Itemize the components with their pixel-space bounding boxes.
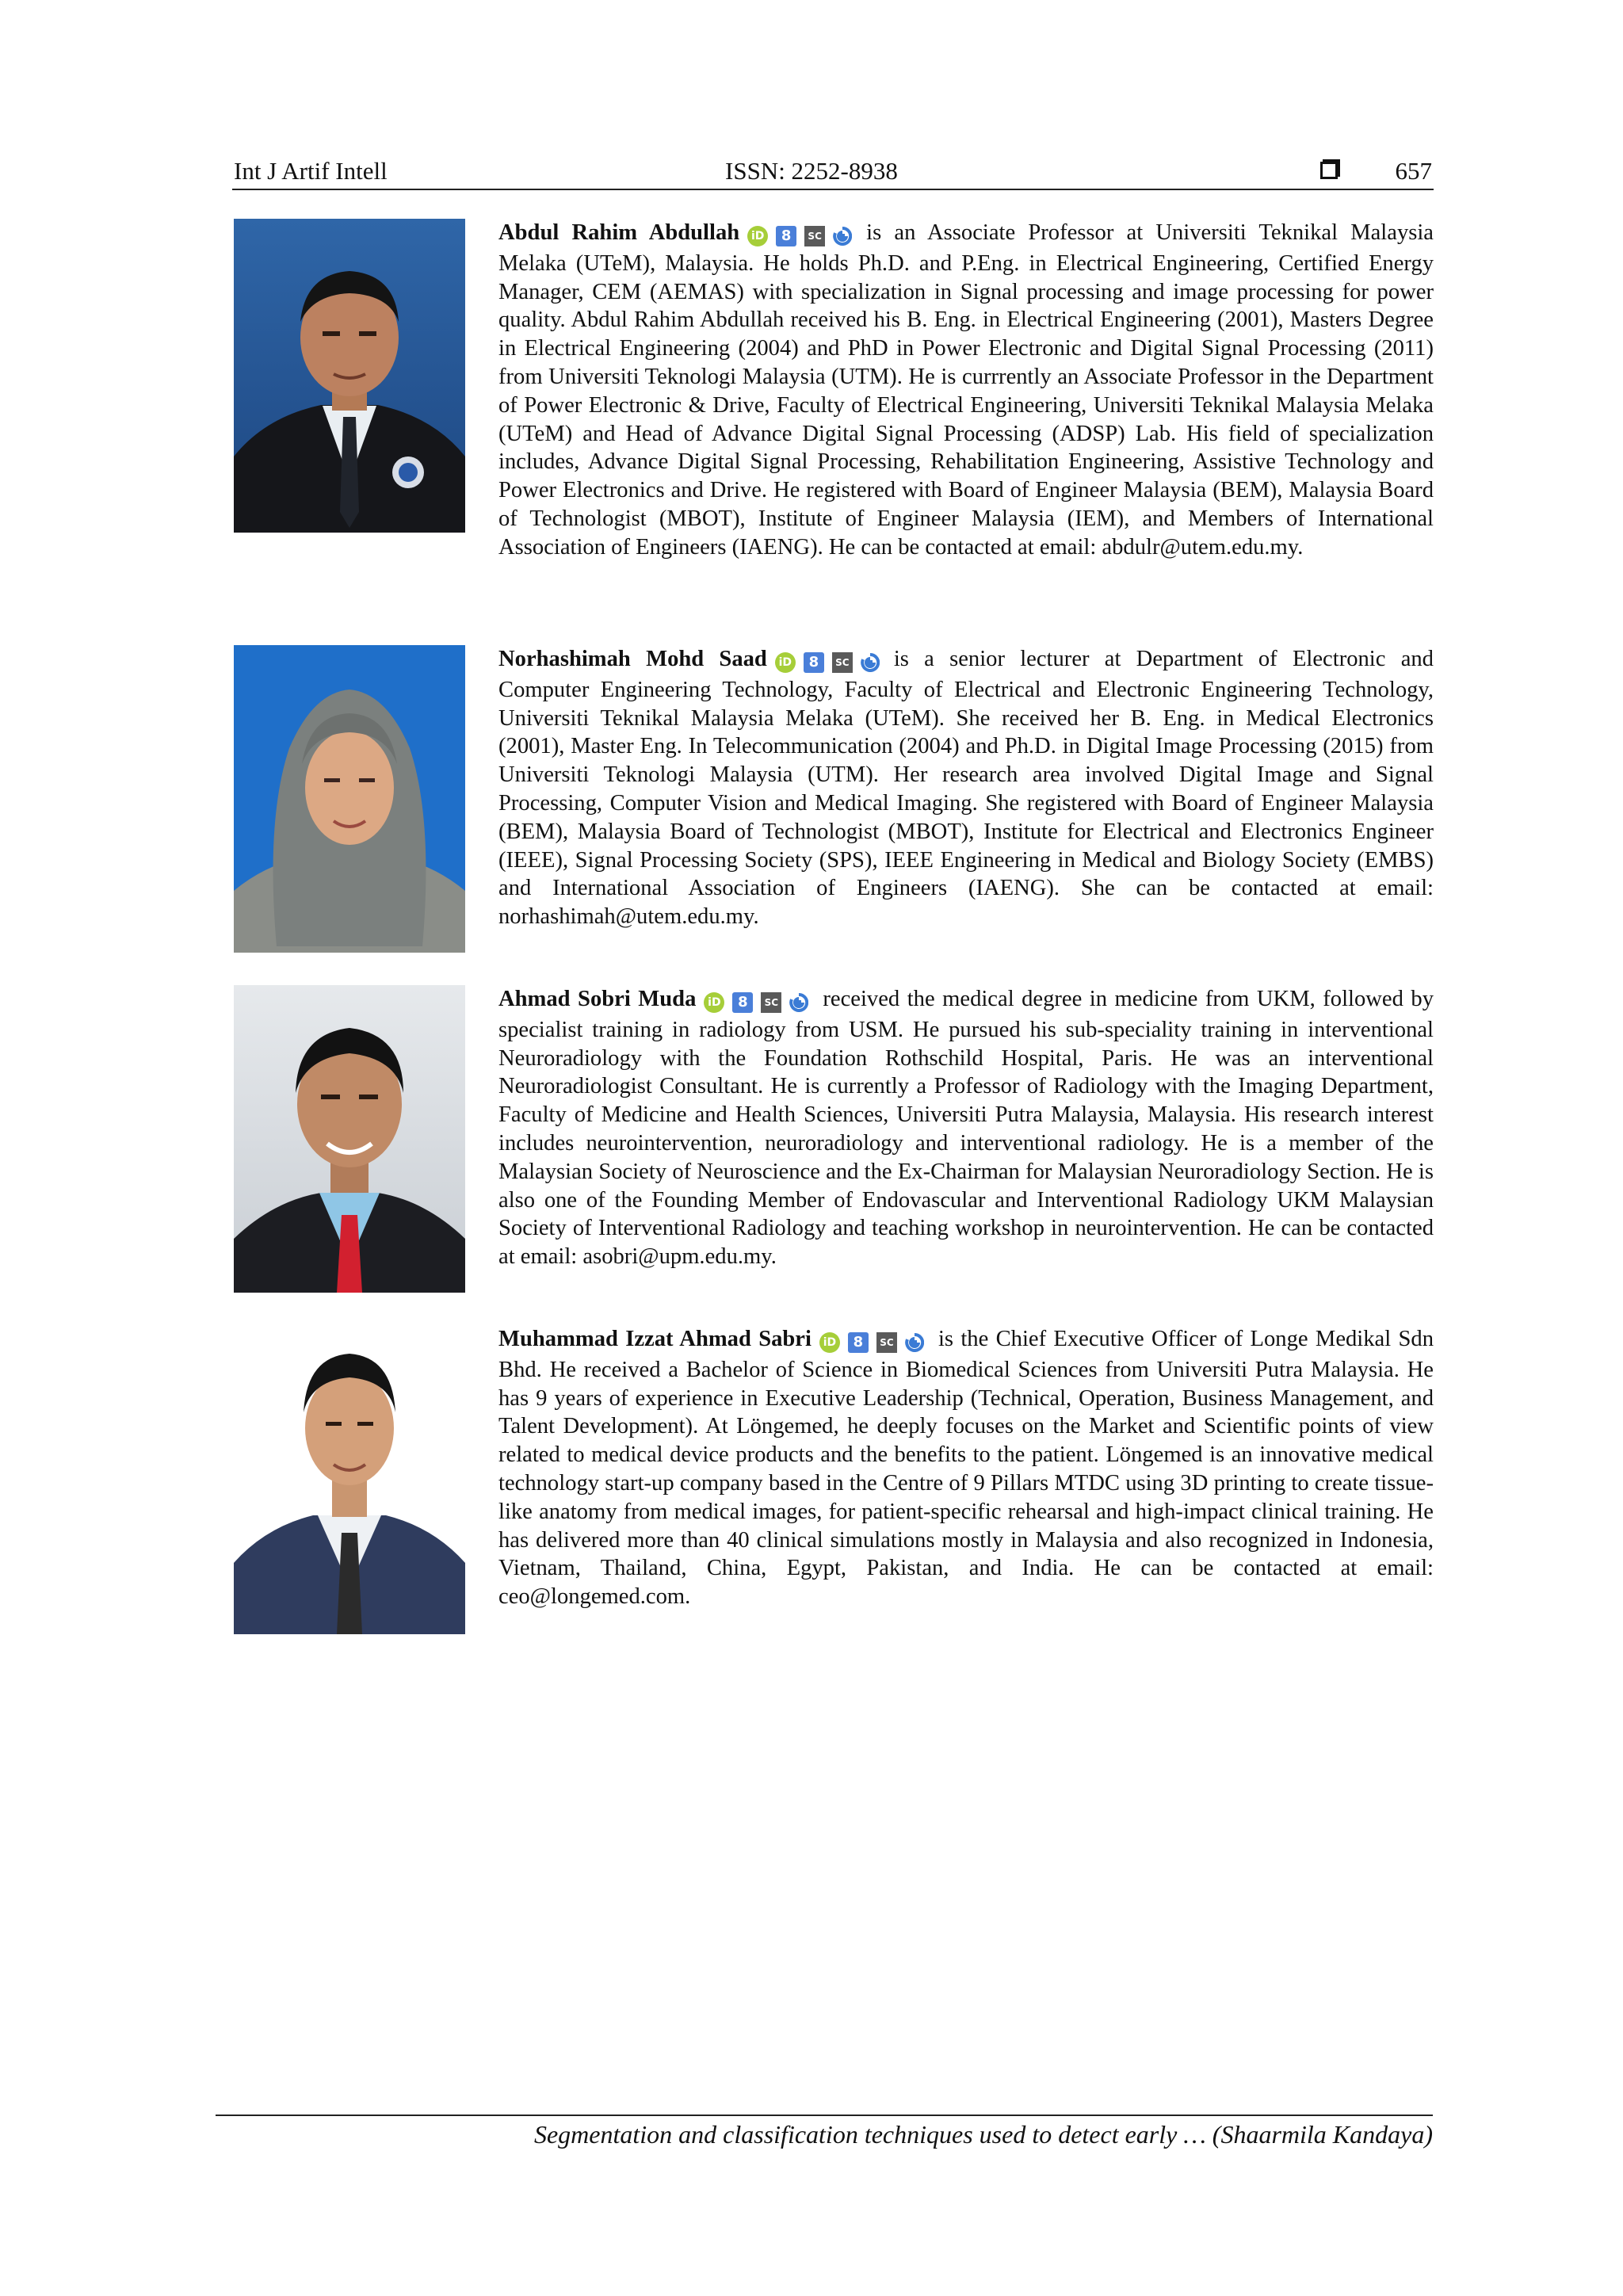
author-name: Muhammad Izzat Ahmad Sabri (498, 1327, 812, 1351)
author-bio (498, 645, 1434, 931)
publons-icon[interactable] (833, 227, 852, 246)
author-icons (704, 988, 816, 1016)
issn: ISSN: 2252-8938 (725, 157, 898, 185)
author-photo (234, 219, 465, 533)
author-photo (234, 1325, 465, 1634)
author-icons (819, 1328, 932, 1356)
page-number: 657 (1395, 157, 1432, 185)
orcid-icon[interactable]: iD (819, 1332, 840, 1353)
publons-icon[interactable] (861, 653, 880, 672)
publons-icon[interactable] (905, 1333, 924, 1352)
author-bio (498, 219, 1434, 562)
publons-icon[interactable] (789, 993, 808, 1012)
scopus-icon[interactable]: SC (804, 226, 825, 246)
scopus-icon[interactable]: SC (832, 652, 853, 673)
author-bio-text: is a senior lecturer at Department of Electronic and Computer Engineering Technology, Faculty of Electrical and Electronic Engineering Technology, Universiti Teknikal Malaysia Melaka (UTeM). She received her B. Eng. in Medical Electronics (2001), Master Eng. In Telecommunication (2004) and Ph.D. in Digital Image Processing (2015) from Universiti Teknologi Malaysia (UTM). Her research area involved Digital Image and Signal Processing, Computer Vision and Medical Imaging. She registered with Board of Engineer Malaysia (BEM), Malaysia Board of Technologist (MBOT), Institute for Electrical and Electronics Engineer (IEEE), Signal Processing Society (SPS), IEEE Engineering in Medical and Biology Society (EMBS) and International Association of Engineers (IAENG). She can be contacted at email: norhashimah@utem.edu.my. (498, 647, 1434, 930)
author-name: Abdul Rahim Abdullah (498, 220, 740, 245)
page-header (232, 155, 1434, 190)
author-bio-text: is an Associate Professor at Universiti Teknikal Malaysia Melaka (UTeM), Malaysia. He holds Ph.D. and P.Eng. in Electrical Engineering, Certified Energy Manager, CEM (AEMAS) with specialization in Signal processing and image processing for power quality. Abdul Rahim Abdullah received his B. Eng. in Electrical Engineering (2001), Masters Degree in Electrical Engineering (2004) and PhD in Power Electronic and Digital Signal Processing (2011) from Universiti Teknologi Malaysia (UTM). He is currrently an Associate Professor in the Department of Power Electronic & Drive, Faculty of Electrical Engineering, Universiti Teknikal Malaysia Melaka (UTeM) and Head of Advance Digital Signal Processing (ADSP) Lab. His field of specialization includes, Advance Digital Signal Processing, Rehabilitation Engineering, Assistive Technology and Power Electronics and Drive. He registered with Board of Engineer Malaysia (BEM), Malaysia Board of Technologist (MBOT), Institute of Engineer Malaysia (IEM), and Members of International Association of Engineers (IAENG). He can be contacted at email: abdulr@utem.edu.my. (498, 220, 1434, 560)
author-icons (747, 221, 860, 250)
orcid-icon[interactable]: iD (704, 992, 724, 1013)
author-bio (498, 985, 1434, 1271)
running-footer: Segmentation and classification techniques used to detect early … (Shaarmila Kandaya) (533, 2120, 1433, 2149)
author-bio (498, 1325, 1434, 1611)
author-name: Ahmad Sobri Muda (498, 987, 697, 1011)
scopus-icon[interactable]: SC (761, 992, 781, 1013)
author-photo (234, 985, 465, 1293)
google-scholar-icon[interactable]: 8 (776, 226, 796, 246)
orcid-icon[interactable]: iD (775, 652, 796, 673)
author-name: Norhashimah Mohd Saad (498, 647, 767, 671)
google-scholar-icon[interactable]: 8 (804, 652, 824, 673)
author-bio-text: received the medical degree in medicine from UKM, followed by specialist training in radiology from USM. He pursued his sub-speciality training in interventional Neuroradiology with the Foundation Rothschild Hospital, Paris. He was an interventional Neuroradiologist Consultant. He is currently a Professor of Radiology with the Imaging Department, Faculty of Medicine and Health Sciences, Universiti Putra Malaysia, Malaysia. His research interest includes neurointervention, neuroradiology and interventional radiology. He is a member of the Malaysian Society of Neuroscience and the Ex-Chairman for Malaysian Neuroradiology Section. He is also one of the Founding Member of Endovascular and Interventional Radiology UKM Malaysian Society of Interventional Radiology and teaching workshop in neurointervention. He can be contacted at email: asobri@upm.edu.my. (498, 987, 1434, 1270)
box-icon (1320, 162, 1338, 179)
author-bio-text: is the Chief Executive Officer of Longe Medikal Sdn Bhd. He received a Bachelor of Science in Biomedical Sciences from Universiti Putra Malaysia. He has 9 years of experience in Executive Leadership (Technical, Operation, Business Management, and Talent Development). At Löngemed, he deeply focuses on the Market and Scientific points of view related to medical device products and the benefits to the patient. Löngemed is an innovative medical technology start-up company based in the Centre of 9 Pillars MTDC using 3D printing to create tissue-like anatomy from medical images, for patient-specific rehearsal and high-impact clinical training. He has delivered more than 40 clinical simulations mostly in Malaysia and also recognized in Indonesia, Vietnam, Thailand, China, Egypt, Pakistan, and India. He can be contacted at email: ceo@longemed.com. (498, 1327, 1434, 1610)
google-scholar-icon[interactable]: 8 (732, 992, 753, 1013)
author-photo (234, 645, 465, 953)
footer-rule (216, 2115, 1433, 2116)
google-scholar-icon[interactable]: 8 (848, 1332, 869, 1353)
author-icons (775, 648, 888, 676)
orcid-icon[interactable]: iD (747, 226, 768, 246)
journal-name: Int J Artif Intell (234, 157, 388, 185)
scopus-icon[interactable]: SC (876, 1332, 897, 1353)
